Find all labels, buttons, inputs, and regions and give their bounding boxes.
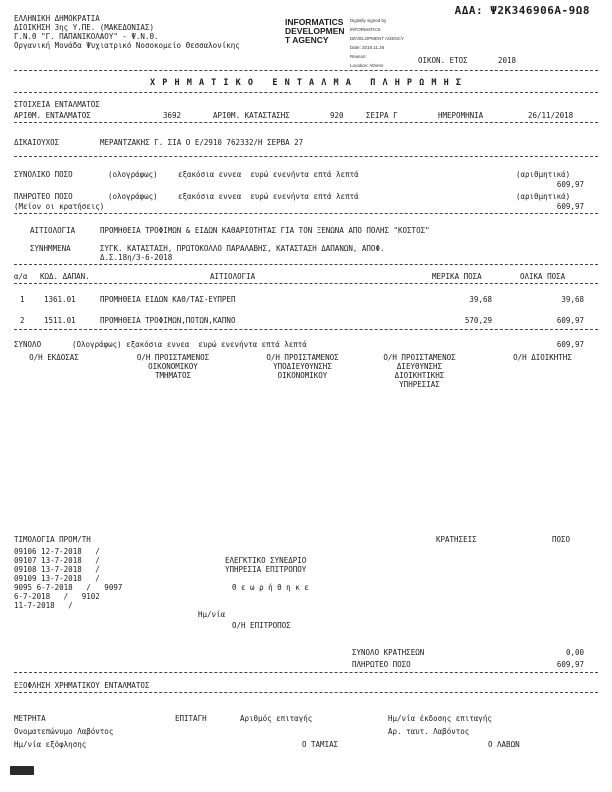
table-row-1-total: 39,68 — [561, 295, 584, 304]
signer-issuer — [14, 353, 94, 362]
series-label: ΣΕΙΡΑ Γ — [366, 111, 398, 120]
digital-signature-stamp — [285, 18, 347, 45]
divider — [14, 283, 598, 284]
print-artifact — [10, 766, 34, 775]
stamp-detail-5: Reason: — [350, 54, 367, 59]
order-number-value: 3692 — [163, 111, 182, 120]
table-header-desc: ΑΙΤΙΟΛΟΓΙΑ — [210, 272, 256, 281]
audit-court-line-1: ΕΛΕΓΚΤΙΚΟ ΣΥΝΕΔΡΙΟ — [225, 556, 307, 565]
invoices-label: ΤΙΜΟΛΟΓΙΑ ΠΡΟΜ/ΤΗ — [14, 535, 91, 544]
stamp-detail-4: Date: 2018.11.26 — [350, 45, 385, 50]
signer-unit-3: ΥΠΗΡΕΣΙΑΣ — [399, 380, 440, 389]
signer-unit: ΔΙΕΥΘΥΝΣΗΣ — [396, 362, 443, 371]
signer-issuer-title: Ο/Η ΕΚΔΟΣΑΣ — [29, 353, 79, 362]
stamp-name-line-2: DEVELOPMEN — [285, 26, 345, 36]
table-row-1-partial: 39,68 — [469, 295, 492, 304]
stamp-detail-3: DEVELOPMENT AGENCY — [350, 36, 404, 41]
stamp-detail-6: Location: Athens — [350, 63, 384, 68]
fiscal-year-value: 2018 — [498, 56, 517, 65]
stamp-name-line-1: INFORMATICS — [285, 17, 344, 27]
invoice-line-4: 09109 13-7-2018 / — [14, 574, 100, 583]
beneficiary-value: ΜΕΡΑΝΤΖΑΚΗΣ Γ. ΣΙΑ Ο Ε/2910 762332/Η ΣΕΡΒΑ 27 — [100, 138, 304, 147]
divider — [14, 92, 598, 93]
total-amount-words-label: (ολογράφως) — [108, 170, 158, 179]
total-amount-words: εξακόσια εννεα ευρώ ενενήντα επτά λεπτά — [178, 170, 359, 179]
agency-line-3: Γ.Ν.Θ "Γ. ΠΑΠΑΝΙΚΟΛΑΟΥ" - Ψ.Ν.Θ. — [14, 32, 159, 41]
table-row-1-aa: 1 — [20, 295, 25, 304]
signer-unit: ΟΙΚΟΝΟΜΙΚΟΥ — [148, 362, 198, 371]
table-header-aa: α/α — [14, 272, 28, 281]
audit-court-line-2: ΥΠΗΡΕΣΙΑ ΕΠΙΤΡΟΠΟΥ — [225, 565, 307, 574]
deductions-total-label: ΣΥΝΟΛΟ ΚΡΑΤΗΣΕΩΝ — [352, 648, 425, 657]
net-payable-label: ΠΛΗΡΩΤΕΟ ΠΟΣΟ — [352, 660, 411, 669]
table-row-2-total: 609,97 — [556, 316, 584, 325]
settlement-section-title: ΕΞΟΦΛΗΣΗ ΧΡΗΜΑΤΙΚΟΥ ΕΝΤΑΛΜΑΤΟΣ — [14, 681, 150, 690]
signer-governor — [495, 353, 590, 362]
table-header-code: ΚΩΔ. ΔΑΠΑΝ. — [40, 272, 90, 281]
date-label: ΗΜΕΡΟΜΗΝΙΑ — [438, 111, 484, 120]
signer-governor-title: Ο/Η ΔΙΟΙΚΗΤΗΣ — [513, 353, 572, 362]
table-row-2-desc: ΠΡΟΜΗΘΕΙΑ ΤΡΟΦΙΜΩΝ,ΠΟΤΩΝ,ΚΑΠΝΟ — [100, 316, 236, 325]
divider — [14, 672, 598, 673]
divider — [14, 264, 598, 265]
recipient-label: Ο ΛΑΒΩΝ — [488, 740, 520, 749]
cash-label: ΜΕΤΡΗΤΑ — [14, 714, 46, 723]
amount-header: ΠΟΣΟ — [552, 535, 571, 544]
justification-label: ΑΙΤΙΟΛΟΓΙΑ — [30, 226, 76, 235]
stamp-detail-2: INFORMATICS — [350, 27, 381, 32]
order-section-title: ΣΤΟΙΧΕΙΑ ΕΝΤΑΛΜΑΤΟΣ — [14, 100, 100, 109]
divider — [14, 122, 598, 123]
signer-finance-dept-head — [128, 353, 218, 380]
invoice-line-1: 09106 12-7-2018 / — [14, 547, 100, 556]
signer-unit-2: ΤΜΗΜΑΤΟΣ — [154, 371, 192, 380]
table-row-2-partial: 570,29 — [464, 316, 492, 325]
stamp-detail-1: Digitally signed by — [350, 18, 387, 23]
signer-title: Ο/Η ΠΡΟΙΣΤΑΜΕΝΟΣ — [383, 353, 456, 362]
payable-amount-words-label: (ολογράφως) — [108, 192, 158, 201]
cashier-label: Ο ΤΑΜΙΑΣ — [302, 740, 339, 749]
digital-signature-details — [350, 16, 420, 70]
attachments-line-2: Δ.Σ.18η/3-6-2018 — [100, 253, 173, 262]
cheque-label: ΕΠΙΤΑΓΗ — [175, 714, 207, 723]
total-amount-label: ΣΥΝΟΛΙΚΟ ΠΟΣΟ — [14, 170, 73, 179]
recipient-name-label: Ονοματεπώνυμο Λαβόντος — [14, 727, 114, 736]
recipient-id-label: Αρ. ταυτ. Λαβόντος — [388, 727, 470, 736]
divider — [14, 213, 598, 214]
signer-unit-2: ΟΙΚΟΝΟΜΙΚΟΥ — [277, 371, 328, 380]
signer-admin-directorate-head — [372, 353, 467, 389]
net-payable-value: 609,97 — [556, 660, 584, 669]
fiscal-year-label: ΟΙΚΟΝ. ΕΤΟΣ — [418, 56, 468, 65]
payable-amount-value: 609,97 — [556, 202, 584, 211]
audit-date-label: Ημ/νία — [198, 610, 226, 619]
table-row-2-code: 1511.01 — [44, 316, 76, 325]
payment-date-label: Ημ/νία εξόφλησης — [14, 740, 87, 749]
payable-amount-words: εξακόσια εννεα ευρώ ενενήντα επτά λεπτά — [178, 192, 359, 201]
total-amount-numeric-label: (αριθμητικά) — [516, 170, 571, 179]
payable-amount-label: ΠΛΗΡΩΤΕΟ ΠΟΣΟ — [14, 192, 73, 201]
divider — [14, 692, 598, 693]
justification-value: ΠΡΟΜΗΘΕΙΑ ΤΡΟΦΙΜΩΝ & ΕΙΔΩΝ ΚΑΘΑΡΙΟΤΗΤΑΣ ΓΙΑ ΤΟΝ ΞΕΝΩΝΑ ΑΠΟ ΠΟΛΗΣ "ΚΟΣΤΟΣ" — [100, 226, 430, 235]
deductions-header: ΚΡΑΤΗΣΕΙΣ — [436, 535, 477, 544]
attachments-line-1: ΣΥΓΚ. ΚΑΤΑΣΤΑΣΗ, ΠΡΩΤΟΚΟΛΛΟ ΠΑΡΑΛΑΒΗΣ, ΚΑΤΑΣΤΑΣΗ ΔΑΠΑΝΩΝ, ΑΠΟΦ. — [100, 244, 385, 253]
statement-number-label: ΑΡΙΘΜ. ΚΑΤΑΣΤΑΣΗΣ — [213, 111, 290, 120]
divider — [14, 156, 598, 157]
table-row-2-aa: 2 — [20, 316, 25, 325]
table-header-total: ΟΛΙΚΑ ΠΟΣΑ — [520, 272, 566, 281]
invoice-line-7: 11-7-2018 / — [14, 601, 73, 610]
signer-finance-subdirectorate-head — [255, 353, 350, 380]
sum-words: (Ολογράφως) εξακόσια εννεα ευρώ ενενήντα επτά λεπτά — [72, 340, 307, 349]
agency-line-1: ΕΛΛΗΝΙΚΗ ΔΗΜΟΚΡΑΤΙΑ — [14, 14, 100, 23]
deductions-total-value: 0,00 — [565, 648, 584, 657]
order-number-label: ΑΡΙΘΜ. ΕΝΤΑΛΜΑΤΟΣ — [14, 111, 91, 120]
invoice-line-5: 9095 6-7-2018 / 9097 — [14, 583, 123, 592]
table-header-partial: ΜΕΡΙΚΑ ΠΟΣΑ — [432, 272, 482, 281]
attachments-label: ΣΥΝΗΜΜΕΝΑ — [30, 244, 71, 253]
signer-unit: ΥΠΟΔΙΕΥΘΥΝΣΗΣ — [273, 362, 332, 371]
cheque-date-label: Ημ/νία έκδοσης επιταγής — [388, 714, 492, 723]
invoice-line-3: 09108 13-7-2018 / — [14, 565, 100, 574]
agency-line-2: ΔΙΟΙΚΗΣΗ 3ης Υ.ΠΕ. (ΜΑΚΕΔΟΝΙΑΣ) — [14, 23, 154, 32]
signer-unit-2: ΔΙΟΙΚΗΤΙΚΗΣ — [394, 371, 445, 380]
signer-title: Ο/Η ΠΡΟΙΣΤΑΜΕΝΟΣ — [136, 353, 210, 362]
audit-approved: Θ ε ω ρ ή θ η κ ε — [232, 583, 309, 592]
cheque-number-label: Αριθμός επιταγής — [240, 714, 313, 723]
beneficiary-label: ΔΙΚΑΙΟΥΧΟΣ — [14, 138, 60, 147]
audit-signer: Ο/Η ΕΠΙΤΡΟΠΟΣ — [232, 621, 291, 630]
table-row-1-desc: ΠΡΟΜΗΘΕΙΑ ΕΙΔΩΝ ΚΑΘ/ΤΑΣ-ΕΥΠΡΕΠ — [100, 295, 236, 304]
sum-value: 609,97 — [556, 340, 584, 349]
minus-deductions-label: (Μείον οι κρατήσεις) — [14, 202, 105, 211]
divider — [14, 329, 598, 330]
document-title: Χ Ρ Η Μ Α Τ Ι Κ Ο Ε Ν Τ Α Λ Μ Α Π Λ Η Ρ Ω Μ Η Σ — [150, 78, 462, 88]
invoice-line-6: 6-7-2018 / 9102 — [14, 592, 100, 601]
ada-code: ΑΔΑ: Ψ2Κ346906Α-9Ω8 — [454, 4, 590, 17]
divider — [14, 70, 598, 71]
agency-line-4: Οργανική Μονάδα Ψυχιατρικό Νοσοκομείο Θεσσαλονίκης — [14, 41, 240, 50]
signer-title: Ο/Η ΠΡΟΙΣΤΑΜΕΝΟΣ — [266, 353, 339, 362]
sum-label: ΣΥΝΟΛΟ — [14, 340, 42, 349]
statement-number-value: 920 — [330, 111, 344, 120]
payable-amount-numeric-label: (αριθμητικά) — [516, 192, 571, 201]
date-value: 26/11/2018 — [528, 111, 574, 120]
total-amount-value: 609,97 — [556, 180, 584, 189]
stamp-name-line-3: T AGENCY — [285, 35, 329, 45]
table-row-1-code: 1361.01 — [44, 295, 76, 304]
invoice-line-2: 09107 13-7-2018 / — [14, 556, 100, 565]
